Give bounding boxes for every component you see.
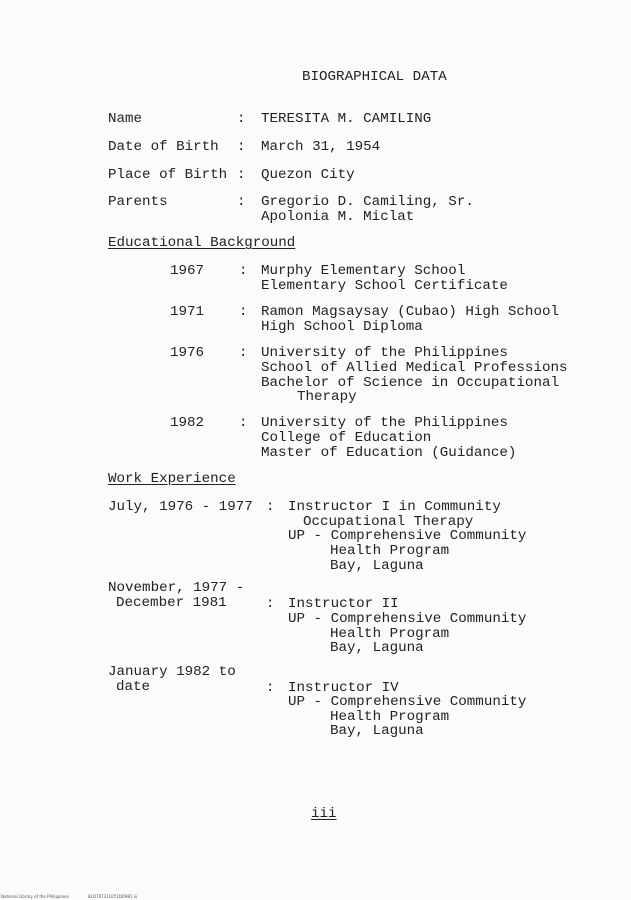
pob-value: Quezon City <box>261 167 355 183</box>
footer-library: National Library of the Philippines <box>1 894 69 899</box>
work-line: Health Program <box>330 709 450 725</box>
work-heading: Work Experience <box>108 471 236 487</box>
education-year: 1982 <box>170 415 205 431</box>
dob-label: Date of Birth <box>108 139 219 155</box>
work-line: UP - Comprehensive Community <box>288 694 527 710</box>
colon: : <box>266 596 275 612</box>
education-year: 1967 <box>170 263 205 279</box>
education-year: 1971 <box>170 304 205 320</box>
work-period: January 1982 to <box>108 664 236 680</box>
work-line: Occupational Therapy <box>303 514 474 530</box>
dob-value: March 31, 1954 <box>261 139 381 155</box>
work-line: Instructor II <box>288 596 399 612</box>
page-title: BIOGRAPHICAL DATA <box>302 69 447 85</box>
education-line: Master of Education (Guidance) <box>261 445 517 461</box>
colon: : <box>237 139 246 155</box>
colon: : <box>239 415 248 431</box>
education-line: Murphy Elementary School <box>261 263 466 279</box>
work-line: Bay, Laguna <box>330 558 424 574</box>
colon: : <box>237 194 246 210</box>
work-line: Instructor IV <box>288 680 399 696</box>
footer-id: BLD76T3110Y1DO981 iii <box>88 894 138 899</box>
work-period: November, 1977 - <box>108 580 245 596</box>
work-line: UP - Comprehensive Community <box>288 528 527 544</box>
education-line: University of the Philippines <box>261 345 508 361</box>
education-line: Therapy <box>297 389 357 405</box>
work-period: December 1981 <box>116 595 227 611</box>
education-line: High School Diploma <box>261 319 423 335</box>
colon: : <box>237 167 246 183</box>
work-line: UP - Comprehensive Community <box>288 611 527 627</box>
colon: : <box>239 345 248 361</box>
education-line: Ramon Magsaysay (Cubao) High School <box>261 304 559 320</box>
name-value: TERESITA M. CAMILING <box>261 111 432 127</box>
name-label: Name <box>108 111 143 127</box>
work-period: date <box>116 679 151 695</box>
colon: : <box>266 680 275 696</box>
education-line: University of the Philippines <box>261 415 508 431</box>
work-line: Bay, Laguna <box>330 640 424 656</box>
education-heading: Educational Background <box>108 235 296 251</box>
colon: : <box>239 263 248 279</box>
parent-father: Gregorio D. Camiling, Sr. <box>261 194 474 210</box>
work-line: Health Program <box>330 626 450 642</box>
work-period: July, 1976 - 1977 <box>108 499 253 515</box>
education-year: 1976 <box>170 345 205 361</box>
parents-label: Parents <box>108 194 168 210</box>
pob-label: Place of Birth <box>108 167 228 183</box>
page-number: iii <box>311 806 337 822</box>
colon: : <box>239 304 248 320</box>
work-line: Instructor I in Community <box>288 499 501 515</box>
education-line: Elementary School Certificate <box>261 278 508 294</box>
colon: : <box>237 111 246 127</box>
work-line: Health Program <box>330 543 450 559</box>
education-line: College of Education <box>261 430 432 446</box>
work-line: Bay, Laguna <box>330 723 424 739</box>
education-line: Bachelor of Science in Occupational <box>261 375 559 391</box>
parent-mother: Apolonia M. Miclat <box>261 209 415 225</box>
colon: : <box>266 499 275 515</box>
education-line: School of Allied Medical Professions <box>261 360 568 376</box>
